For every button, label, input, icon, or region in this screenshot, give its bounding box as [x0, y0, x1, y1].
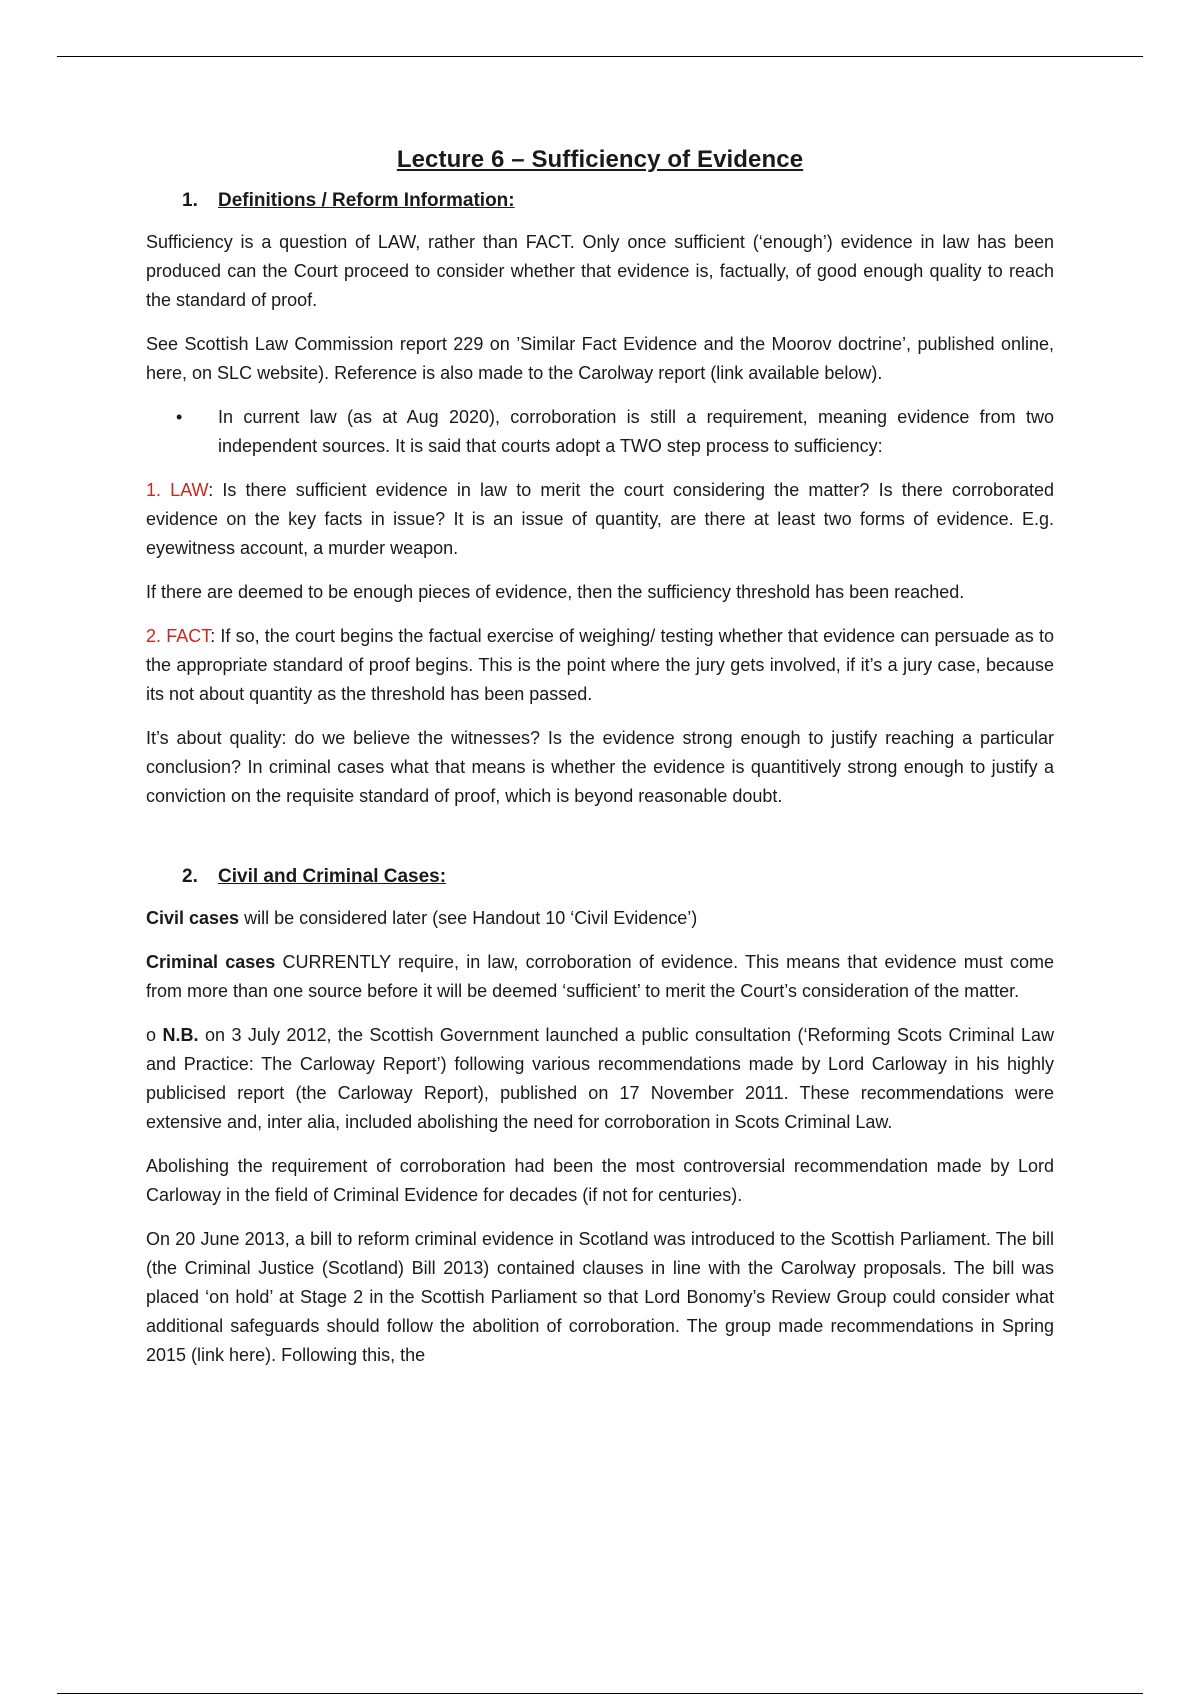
bullet-text: In current law (as at Aug 2020), corroboration is still a requirement, meaning evidence from two independent sources. It is said that courts adopt a TWO step process to sufficiency:	[218, 407, 1054, 456]
civil-cases-label: Civil cases	[146, 908, 240, 928]
law-label: 1. LAW	[146, 480, 209, 500]
paragraph-sufficiency: Sufficiency is a question of LAW, rather than FACT. Only once sufficient (‘enough’) evidence in law has been produced can the Court proceed to consider whether that evidence is, factually, of good enough quality to reach the standard of proof.	[146, 232, 1054, 310]
law-text: : Is there sufficient evidence in law to merit the court considering the matter? Is there corroborated evidence on the key facts in issue? It is an issue of quantity, are there at least two forms of evidence. E.g. eyewitness account, a murder weapon.	[146, 480, 1055, 558]
criminal-cases-text: CURRENTLY require, in law, corroboration of evidence. This means that evidence must come from more than one source before it will be deemed ‘sufficient’ to merit the Court’s consideration of the matter.	[146, 952, 1054, 1001]
criminal-cases-label: Criminal cases	[146, 952, 276, 972]
paragraph-slc-report: See Scottish Law Commission report 229 on ’Similar Fact Evidence and the Moorov doctrine’, published online, here, on SLC website). Reference is also made to the Carolway report (link available below).	[146, 334, 1054, 383]
paragraph-bill: On 20 June 2013, a bill to reform criminal evidence in Scotland was introduced to the Scottish Parliament. The bill (the Criminal Justice (Scotland) Bill 2013) contained clauses in line with the Carolway proposals. The bill was placed ‘on hold’ at Stage 2 in the Scottish Parliament so that Lord Bonomy’s Review Group could consider what additional safeguards should follow the abolition of corroboration. The group made recommendations in Spring 2015 (link here). Following this, the	[146, 1229, 1054, 1365]
footer-rule	[57, 1693, 1143, 1694]
page-title: Lecture 6 – Sufficiency of Evidence	[396, 146, 804, 173]
civil-cases-text: will be considered later (see Handout 10 ‘Civil Evidence’)	[239, 908, 698, 928]
paragraph-civil-cases	[146, 904, 1054, 933]
section-2-title: Civil and Criminal Cases:	[218, 866, 447, 887]
header-rule	[57, 56, 1143, 57]
paragraph-law-step	[146, 476, 1054, 563]
document-body	[146, 146, 1054, 1385]
section-2-heading	[146, 866, 1054, 888]
nb-label: N.B.	[162, 1025, 199, 1045]
section-2-number: 2.	[182, 866, 198, 887]
nb-text: on 3 July 2012, the Scottish Government launched a public consultation (‘Reforming Scots Criminal Law and Practice: The Carloway Report’) following various recommendations made by Lord Carloway in his highly publicised report (the Carloway Report), published on 17 November 2011. These recommendations were extensive and, inter alia, included abolishing the need for corroboration in Scots Criminal Law.	[146, 1025, 1054, 1132]
section-1-title: Definitions / Reform Information:	[218, 190, 515, 211]
paragraph-abolish: Abolishing the requirement of corroboration had been the most controversial recommendation made by Lord Carloway in the field of Criminal Evidence for decades (if not for centuries).	[146, 1156, 1054, 1205]
fact-label: 2. FACT	[146, 626, 211, 646]
paragraph-threshold: If there are deemed to be enough pieces of evidence, then the sufficiency threshold has been reached.	[146, 582, 965, 602]
section-1-number: 1.	[182, 190, 198, 211]
paragraph-fact-step	[146, 622, 1054, 709]
bullet-dot: •	[176, 407, 183, 427]
paragraph-criminal-cases	[146, 948, 1054, 1006]
paragraph-quality: It’s about quality: do we believe the witnesses? Is the evidence strong enough to justify reaching a particular conclusion? In criminal cases what that means is whether the evidence is quantitively strong enough to justify a conviction on the requisite standard of proof, which is beyond reasonable doubt.	[146, 728, 1054, 806]
bullet-item	[146, 403, 1054, 461]
section-1-heading	[146, 190, 1054, 212]
spacer	[146, 826, 1054, 866]
fact-text: : If so, the court begins the factual exercise of weighing/ testing whether that evidence can persuade as to the appropriate standard of proof begins. This is the point where the jury gets involved, if it’s a jury case, because its not about quantity as the threshold has been passed.	[146, 626, 1054, 704]
paragraph-nb	[146, 1021, 1054, 1137]
nb-prefix: o	[146, 1025, 163, 1045]
